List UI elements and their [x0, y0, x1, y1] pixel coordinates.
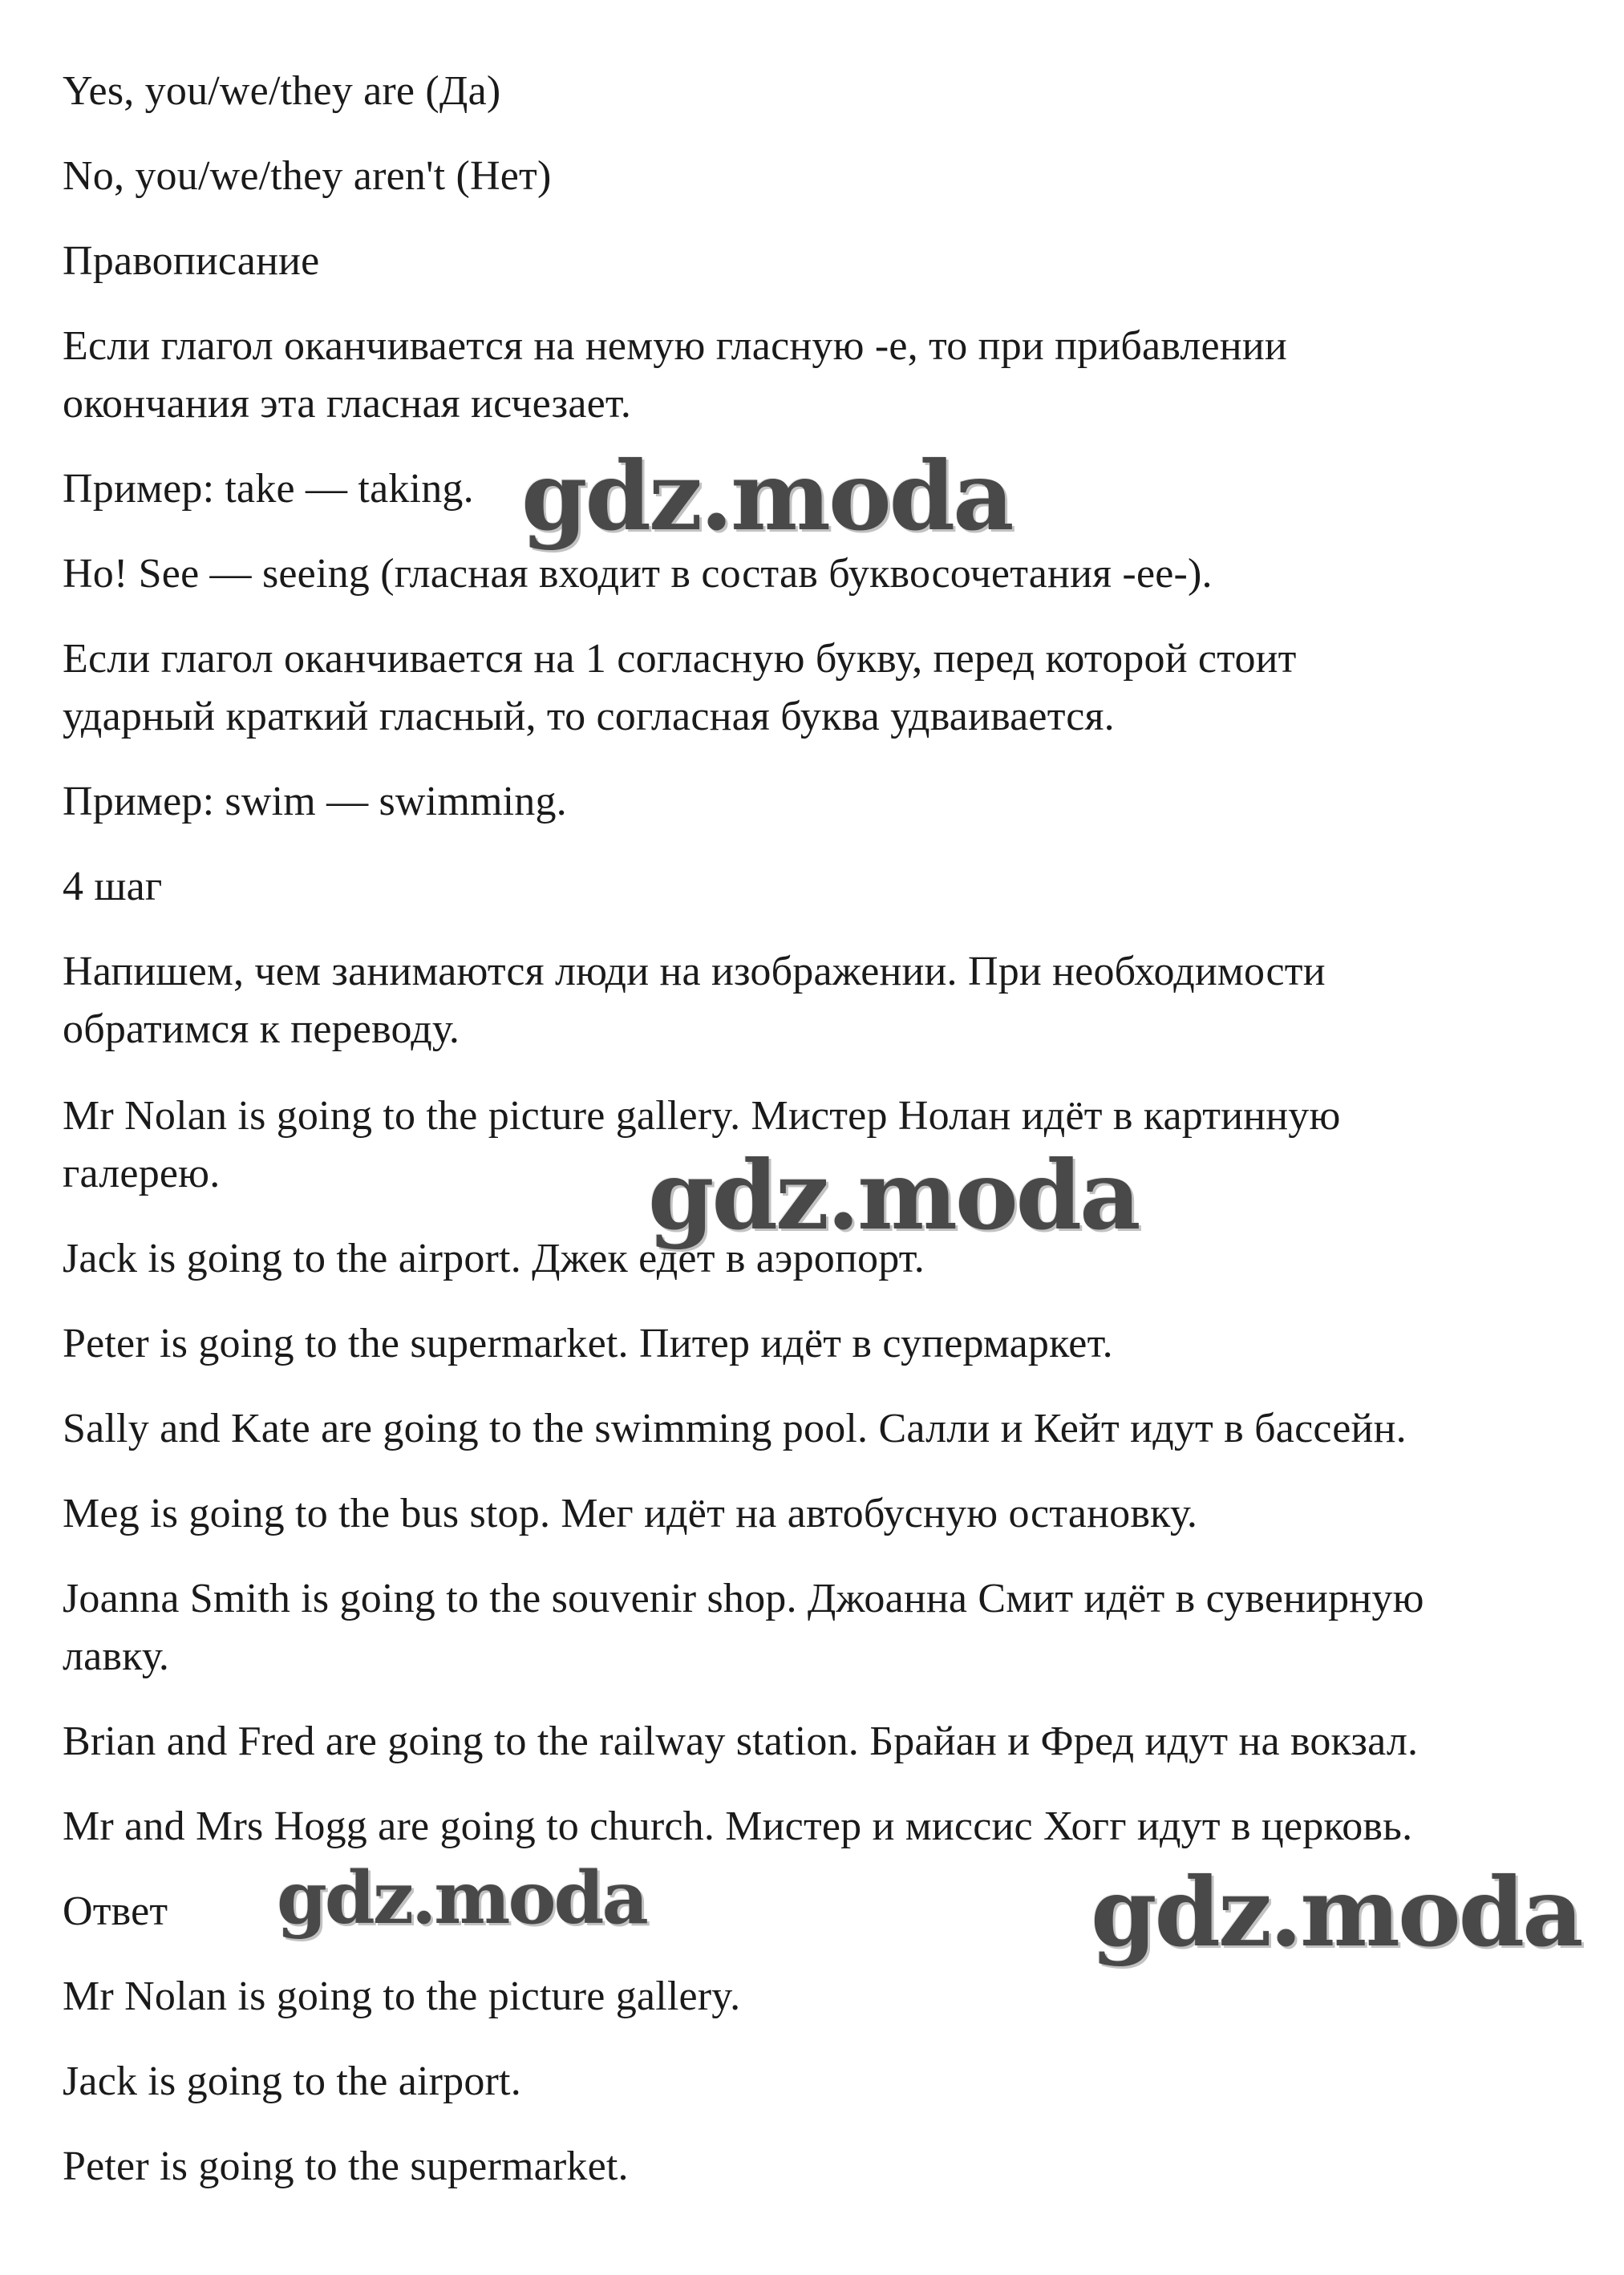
- text-line: Если глагол оканчивается на 1 согласную букву, перед которой стоит: [63, 636, 1297, 682]
- peter-sentence: [63, 1315, 1586, 1373]
- yes-answer-line: [63, 63, 1586, 120]
- text-line: ударный краткий гласный, то согласная буква удваивается.: [63, 694, 1115, 739]
- text-line: Joanna Smith is going to the souvenir shop. Джоанна Смит идёт в сувенирную: [63, 1576, 1424, 1621]
- no-answer-line: [63, 148, 1586, 205]
- watermark-logo: gdz.moda: [1091, 1856, 1581, 1968]
- text-line: галерею.: [63, 1151, 221, 1196]
- text-line: Ответ: [63, 1888, 168, 1934]
- text-line: Mr Nolan is going to the picture gallery. Мистер Нолан идёт в картинную: [63, 1093, 1341, 1139]
- meg-sentence: [63, 1485, 1586, 1543]
- answer-nolan-line: [63, 1968, 1586, 2026]
- text-line: Пример: take — taking.: [63, 466, 474, 512]
- text-line: Напишем, чем занимаются люди на изображении. При необходимости: [63, 949, 1326, 994]
- example-swim-line: [63, 773, 1586, 831]
- text-line: Jack is going to the airport.: [63, 2058, 521, 2104]
- text-line: обратимся к переводу.: [63, 1006, 460, 1052]
- text-line: Peter is going to the supermarket.: [63, 2143, 629, 2189]
- text-line: Если глагол оканчивается на немую гласную -е, то при прибавлении: [63, 323, 1287, 369]
- text-line: Sally and Kate are going to the swimming pool. Салли и Кейт идут в бассейн.: [63, 1406, 1407, 1451]
- exception-see-line: [63, 545, 1586, 603]
- text-line: Peter is going to the supermarket. Питер идёт в супермаркет.: [63, 1321, 1113, 1366]
- text-line: 4 шаг: [63, 864, 163, 909]
- text-line: Yes, you/we/they are (Да): [63, 68, 501, 114]
- brian-fred-sentence: [63, 1713, 1586, 1771]
- watermark-logo: gdz.moda: [277, 1856, 646, 1941]
- sally-kate-sentence: [63, 1400, 1586, 1458]
- task-paragraph: [63, 943, 1586, 1059]
- text-line: лавку.: [63, 1633, 170, 1679]
- text-line: окончания эта гласная исчезает.: [63, 381, 632, 427]
- step-4-heading: [63, 858, 1586, 916]
- text-line: Правописание: [63, 238, 320, 284]
- text-line: Meg is going to the bus stop. Мег идёт на автобусную остановку.: [63, 1491, 1198, 1536]
- text-line: Пример: swim — swimming.: [63, 779, 567, 824]
- answer-peter-line: [63, 2138, 1586, 2196]
- rule-silent-e-paragraph: [63, 318, 1586, 433]
- text-line: Но! See — seeing (гласная входит в состав буквосочетания -ее-).: [63, 551, 1213, 597]
- text-line: Mr and Mrs Hogg are going to church. Мистер и миссис Хогг идут в церковь.: [63, 1803, 1413, 1849]
- text-line: Brian and Fred are going to the railway station. Брайан и Фред идут на вокзал.: [63, 1718, 1419, 1764]
- answer-jack-line: [63, 2053, 1586, 2111]
- text-line: Jack is going to the airport. Джек едет в аэропорт.: [63, 1236, 925, 1281]
- spelling-heading: [63, 233, 1586, 290]
- text-line: No, you/we/they aren't (Нет): [63, 153, 552, 199]
- text-line: Mr Nolan is going to the picture gallery.: [63, 1973, 741, 2019]
- watermark-logo: gdz.moda: [521, 440, 1012, 552]
- rule-double-consonant-paragraph: [63, 630, 1586, 746]
- joanna-sentence: [63, 1570, 1586, 1686]
- hogg-sentence: [63, 1798, 1586, 1856]
- watermark-logo: gdz.moda: [648, 1140, 1139, 1251]
